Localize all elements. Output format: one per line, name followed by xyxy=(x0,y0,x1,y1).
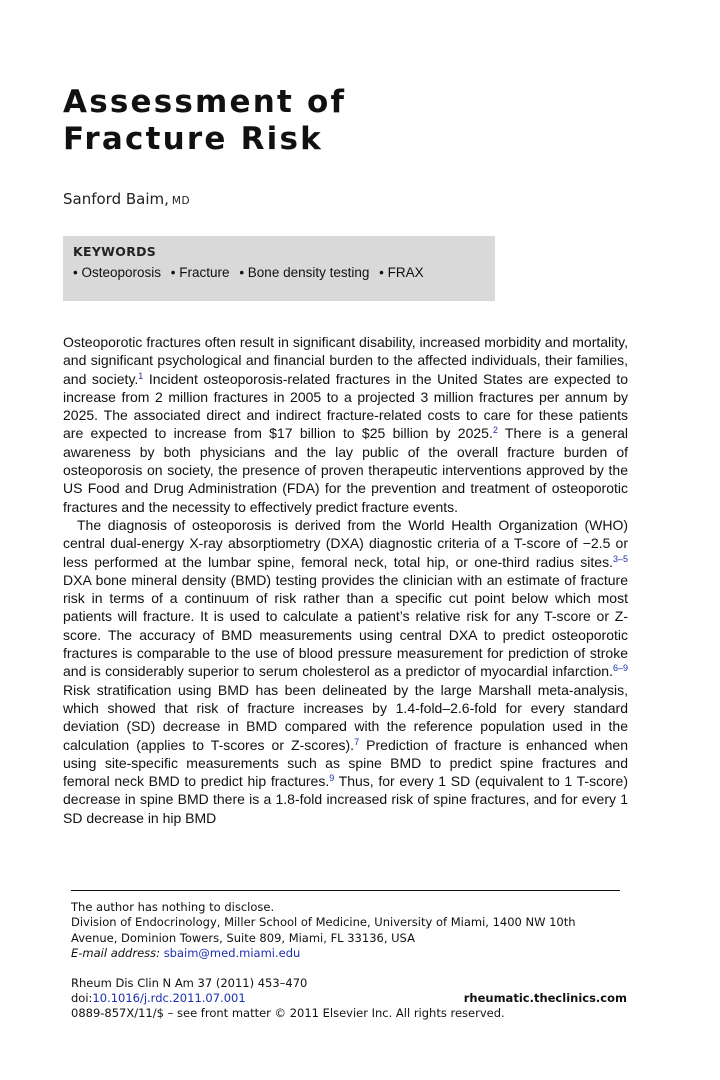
body-text: Prediction of fracture is enhanced when using site-specific measurements such as spine BMD to predict spine fractures and femoral neck BMD to predict hip fractures. xyxy=(63,736,628,790)
citation-block xyxy=(71,976,627,1022)
keyword-item: • Bone density testing xyxy=(239,265,369,280)
reference-link[interactable]: 3–5 xyxy=(612,553,628,564)
footnotes xyxy=(71,900,620,962)
body-text: Incident osteoporosis-related fractures in the United States are expected to increase from 2 million fractures in 2005 to a projected 3 million fractures per annum by 2025. The associated direct and indirect fracture-related costs to care for these patients are expected to increase from $17 billion to $25 billion by 2025. xyxy=(63,370,628,442)
journal-citation: Rheum Dis Clin N Am 37 (2011) 453–470 xyxy=(71,976,308,990)
reference-link[interactable]: 1 xyxy=(138,370,144,381)
body-text: There is a general awareness by both physicians and the lay public of the overall fracture burden of osteoporosis on society, the presence of proven therapeutic interventions approved by the US Food and Drug Administration (FDA) for the prevention and treatment of osteoporotic fractures and the necessity to effectively predict fracture events. xyxy=(63,425,629,515)
doi-link[interactable]: 10.1016/j.rdc.2011.07.001 xyxy=(92,991,246,1006)
body-text: Osteoporotic fractures often result in significant disability, increased morbidity and mortality, and significant psychological and financial burden to the affected individuals, their families, and society. xyxy=(63,334,628,387)
email-line xyxy=(71,946,620,961)
body-text: The diagnosis of osteoporosis is derived from the World Health Organization (WHO) central dual-energy X-ray absorptiometry (DXA) diagnostic criteria of a T-score of −2.5 or less performed at the lumbar spine, femoral neck, total hip, or one-third radius sites. xyxy=(63,516,628,570)
doi-label: doi: xyxy=(71,991,93,1006)
article-title-line-1: Assessment of xyxy=(63,84,347,120)
body-text: Thus, for every 1 SD (equivalent to 1 T-score) decrease in spine BMD there is a 1.8-fold increased risk of spine fractures, and for every 1 SD decrease in hip BMD xyxy=(63,773,628,826)
footnote-divider xyxy=(71,890,620,891)
copyright-notice: 0889-857X/11/$ – see front matter © 2011 Elsevier Inc. All rights reserved. xyxy=(71,1006,505,1021)
author-name: Sanford Baim, xyxy=(63,190,169,208)
keywords-box xyxy=(63,236,495,301)
keywords-heading: KEYWORDS xyxy=(73,244,157,259)
author-byline xyxy=(63,190,190,208)
reference-link[interactable]: 2 xyxy=(492,425,498,436)
email-label: E-mail address: xyxy=(71,946,161,961)
email-link[interactable]: sbaim@med.miami.edu xyxy=(163,946,301,961)
reference-link[interactable]: 6–9 xyxy=(612,663,628,674)
reference-link[interactable]: 7 xyxy=(354,736,360,747)
disclosure-note: The author has nothing to disclose. xyxy=(71,900,275,914)
keyword-item: • Osteoporosis xyxy=(73,265,161,280)
keyword-item: • FRAX xyxy=(379,265,424,280)
article-title xyxy=(63,84,346,158)
body-paragraph-2 xyxy=(63,516,628,827)
author-degree: MD xyxy=(171,195,191,207)
reference-link[interactable]: 9 xyxy=(329,773,335,784)
keyword-item: • Fracture xyxy=(171,265,230,280)
body-text: Risk stratification using BMD has been delineated by the large Marshall meta-analysis, which showed that risk of fracture increases by 1.4-fold–2.6-fold for every standard deviation (SD) decrease in BMD compared with the reference population used in the calculation (applies to T-scores or Z-scores). xyxy=(63,681,628,753)
keywords-list xyxy=(73,265,495,280)
body-text: DXA bone mineral density (BMD) testing provides the clinician with an estimate of fracture risk in terms of a continuum of risk rather than a specific cut point below which most patients will fracture. It is used to calculate a patient’s relative risk for any T-score or Z-score. The accuracy of BMD measurements using central DXA to predict osteoporotic fractures is comparable to the use of blood pressure measurement for prediction of stroke and is considerably superior to serum cholesterol as a predictor of myocardial infarction. xyxy=(63,571,628,680)
article-body xyxy=(63,333,628,827)
body-paragraph-1 xyxy=(63,333,628,516)
author-affiliation: Division of Endocrinology, Miller School of Medicine, University of Miami, 1400 NW 10th Avenue, Dominion Towers, Suite 809, Miami, FL 33136, USA xyxy=(71,915,576,945)
doi-line xyxy=(71,991,246,1006)
article-title-line-2: Fracture Risk xyxy=(63,121,323,157)
journal-website[interactable]: rheumatic.theclinics.com xyxy=(463,991,627,1006)
